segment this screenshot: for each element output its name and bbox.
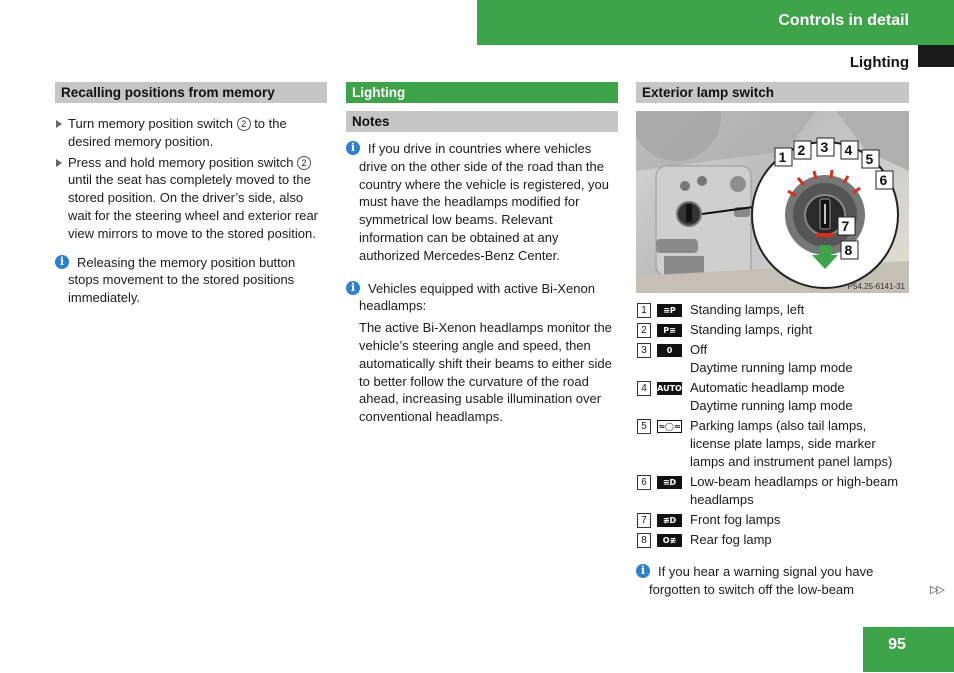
dial-label: 2 <box>797 142 806 158</box>
lamp-switch-photo <box>636 111 909 293</box>
legend-text: Rear fog lamp <box>690 532 772 548</box>
dial-label: 8 <box>844 242 853 258</box>
dial-label: 1 <box>778 149 787 165</box>
dial-label: 6 <box>879 172 888 188</box>
legend-item <box>636 301 909 319</box>
front-fog-icon: ≢D <box>657 514 682 527</box>
step-text: Press and hold memory position switch <box>68 154 298 170</box>
legend-text: Parking lamps (also tail lamps, <box>690 418 867 434</box>
legend-item <box>636 341 909 377</box>
standing-lamp-right-icon: P≡ <box>657 324 682 337</box>
dial-label: 3 <box>820 139 829 155</box>
legend-text: lamps and instrument panel lamps) <box>690 453 893 469</box>
section-title: Controls in detail <box>778 12 909 29</box>
legend-text: Standing lamps, right <box>690 322 813 338</box>
subsection-title: Lighting <box>849 54 909 71</box>
step-text: Turn memory position switch <box>68 116 237 131</box>
legend-number: 1 <box>637 303 651 318</box>
lighting-heading: Lighting <box>346 82 618 103</box>
rear-fog-icon: O≢ <box>657 534 682 547</box>
lamp-switch-illustration <box>636 111 909 293</box>
step-text: to the desired memory position. <box>68 116 287 149</box>
legend-text: Low-beam headlamps or high-beam <box>690 474 899 490</box>
info-icon: i <box>55 255 69 269</box>
legend-item <box>636 473 909 509</box>
dial-label: 7 <box>841 218 850 234</box>
lighting-column <box>346 82 618 426</box>
legend-text: license plate lamps, side marker <box>690 436 876 452</box>
lamp-legend <box>636 301 909 549</box>
memory-heading: Recalling positions from memory <box>55 82 327 103</box>
memory-note <box>55 254 327 307</box>
bixenon-description: The active Bi-Xenon headlamps monitor the vehicle’s steering angle and speed, then automatically shift their beams to either side to better follow the curvature of the road ahead, increasing usable illumination over conventional headlamps. <box>359 320 612 425</box>
legend-text: Front fog lamps <box>690 512 781 528</box>
info-icon: i <box>636 564 650 578</box>
page-number: 95 <box>888 636 906 653</box>
legend-item <box>636 417 909 470</box>
lamp-switch-heading: Exterior lamp switch <box>636 82 909 103</box>
legend-text: Standing lamps, left <box>690 302 805 317</box>
bixenon-note <box>346 280 618 316</box>
legend-item <box>636 511 909 529</box>
note-text: If you hear a warning signal you have forgotten to switch off the low-beam <box>649 564 874 597</box>
section-tab-marker <box>918 45 954 67</box>
dial-label: 4 <box>844 142 853 158</box>
page-number-box <box>863 627 954 672</box>
notes-heading: Notes <box>346 111 618 132</box>
legend-number: 2 <box>637 323 651 338</box>
warning-note <box>636 563 909 599</box>
legend-item <box>636 379 909 415</box>
legend-item <box>636 321 909 339</box>
position-number-icon: 2 <box>297 156 311 170</box>
legend-item <box>636 531 909 549</box>
parking-lamp-icon: ≈◯≈ <box>658 422 681 432</box>
drive-side-note <box>346 140 618 265</box>
off-icon: 0 <box>657 344 682 357</box>
info-icon: i <box>346 281 360 295</box>
legend-number: 5 <box>637 419 651 434</box>
legend-number: 8 <box>637 533 651 548</box>
legend-text: Off <box>690 342 708 358</box>
position-number-icon: 2 <box>237 117 251 131</box>
auto-icon: AUTO <box>657 384 682 394</box>
bullet-arrow-icon <box>56 120 62 128</box>
memory-step <box>55 115 327 151</box>
low-beam-icon: ≡D <box>657 476 682 489</box>
legend-number: 3 <box>637 343 651 358</box>
legend-text: Daytime running lamp mode <box>690 360 853 376</box>
note-text: Vehicles equipped with active Bi-Xenon headlamps: <box>359 280 595 314</box>
note-text: Releasing the memory position button stops movement to the stored positions immediately. <box>68 254 296 306</box>
legend-number: 4 <box>637 381 651 396</box>
info-icon: i <box>346 141 360 155</box>
dial-label: 5 <box>865 151 874 167</box>
lamp-switch-column <box>636 82 909 599</box>
note-text: If you drive in countries where vehicles drive on the other side of the road than the country where the vehicle is registered, you must have the headlamps modified for symmetrical low beams. Relevant information can be obtained at any authorized Mercedes-Benz Center. <box>359 141 610 263</box>
legend-number: 7 <box>637 513 651 528</box>
standing-lamp-left-icon: ≡P <box>657 304 682 317</box>
memory-column <box>55 82 327 307</box>
legend-text: Daytime running lamp mode <box>690 398 853 414</box>
bullet-arrow-icon <box>56 159 62 167</box>
legend-text: Automatic headlamp mode <box>690 380 845 396</box>
legend-text: headlamps <box>690 491 754 507</box>
step-text: until the seat has completely moved to the stored position. On the driver’s side, also wait for the steering wheel and exterior rear view mirrors to move to the stored position. <box>68 172 319 241</box>
continue-arrow-icon: ▷▷ <box>930 584 943 596</box>
legend-number: 6 <box>637 475 651 490</box>
memory-step <box>55 154 327 243</box>
photo-caption: P54.25-6141-31 <box>847 282 905 291</box>
